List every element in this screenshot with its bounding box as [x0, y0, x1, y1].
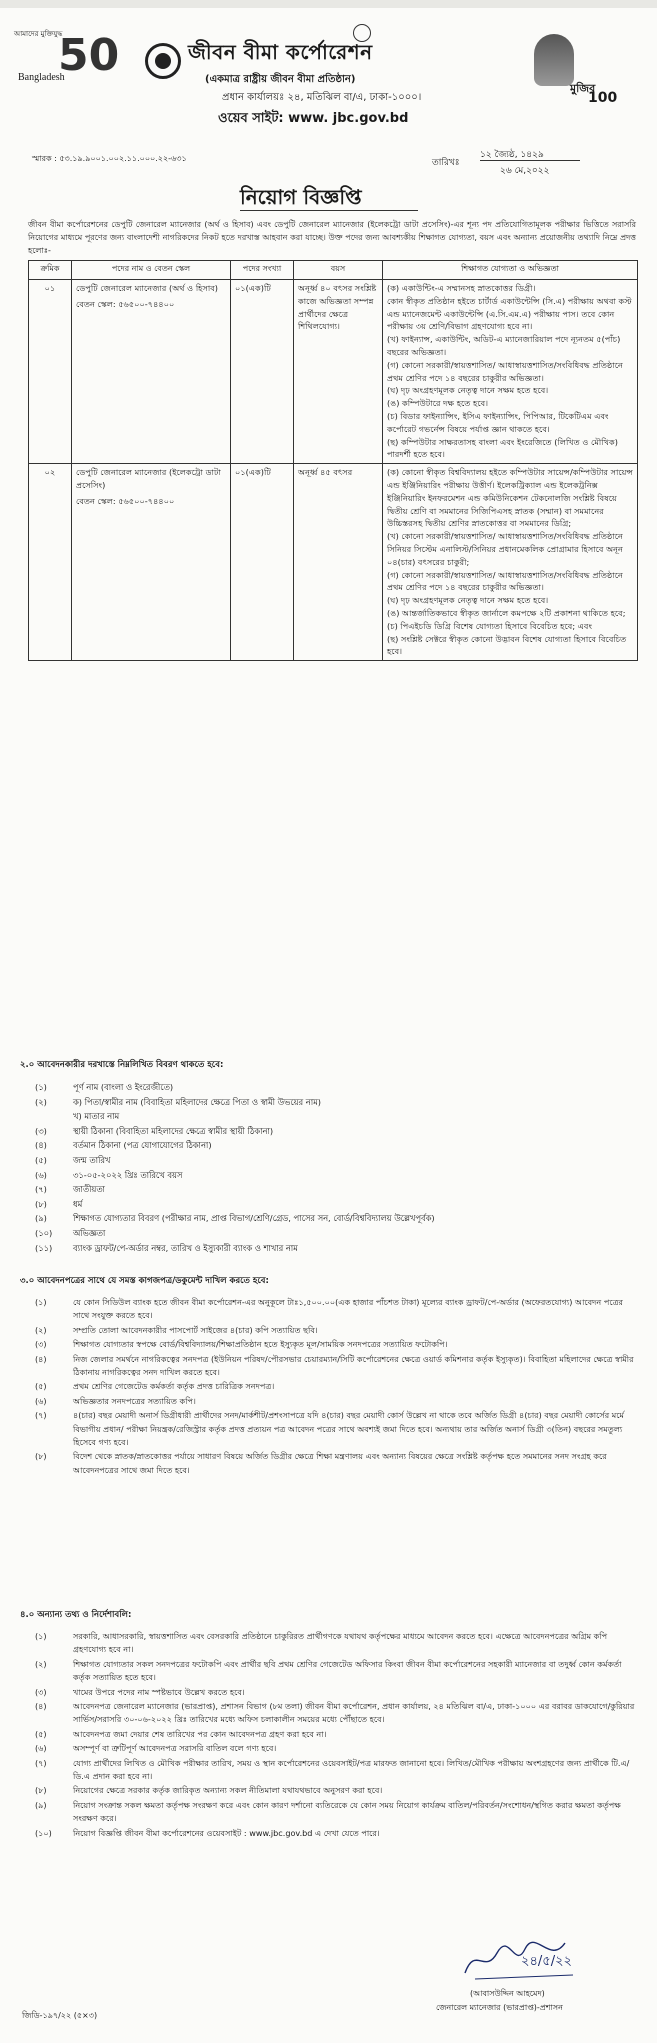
list-item	[35, 1226, 435, 1241]
col-post: পদের নাম ও বেতন স্কেল	[72, 261, 231, 280]
list-item	[35, 1197, 435, 1212]
signatory-designation: জেনারেল ম্যানেজার (ভারপ্রাপ্ত)-প্রশাসন	[436, 2003, 563, 2012]
post-name: ডেপুটি জেনারেল ম্যানেজার (অর্থ ও হিসাব)	[76, 283, 218, 293]
list-item	[35, 1080, 435, 1095]
list-item	[35, 1338, 635, 1351]
row-serial: ০১	[29, 280, 72, 464]
list-item	[35, 1827, 635, 1840]
organization-name: জীবন বীমা কর্পোরেশন	[188, 40, 373, 64]
item-number: (২)	[35, 1096, 47, 1107]
list-item	[35, 1153, 435, 1168]
footer-reference: জিডি-১৯৭/২২ (৫×৩)	[22, 2011, 98, 2020]
logo-country: Bangladesh	[18, 72, 65, 83]
col-age: বয়স	[294, 261, 383, 280]
item-number: (৩)	[35, 1339, 47, 1350]
item-number: (৬)	[35, 1743, 47, 1754]
col-qualification: শিক্ষাগত যোগ্যতা ও অভিজ্ঞতা	[383, 261, 638, 280]
date-bangla: ১২ জ্যৈষ্ঠ, ১৪২৯	[480, 150, 544, 160]
item-number: (৩)	[35, 1686, 47, 1697]
vacancy-table	[28, 260, 638, 661]
list-item	[35, 1182, 435, 1197]
item-text: অভিজ্ঞতার সনদপত্রের সত্যায়িত কপি।	[73, 1395, 196, 1406]
row-age: অনূর্ধ্ব ৪৫ বৎসর	[294, 464, 383, 661]
table-row	[29, 280, 638, 464]
list-item	[35, 1395, 635, 1408]
item-number: (৮)	[35, 1451, 47, 1462]
item-text: যে কোন সিডিউল ব্যাংক হতে জীবন বীমা কর্পোরেশন-এর অনুকূলে টাঃ১,৫০০.০০(এক হাজার পাঁচশত টাকা) মূল্যের ব্যাংক ড্রাফট/পে-অর্ডার (অফেরতযোগ্য) আবেদন পত্রের সাথে সংযুক্ত করতে হবে।	[73, 1297, 623, 1321]
item-text: ব্যাংক ড্রাফট/পে-অর্ডার নম্বর, তারিখ ও ইস্যুকারী ব্যাংক ও শাখার নাম	[73, 1242, 298, 1253]
item-text: নিয়োগ সংক্রান্ত সকল ক্ষমতা কর্তৃপক্ষ সংরক্ষণ করে এবং কোন কারণ দর্শানো ব্যতিরেকে যে কোন সময় নিয়োগ কার্যক্রম বাতিল/পরিবর্তন/সংশোধন/স্থগিত করার ক্ষমতা কর্তৃপক্ষ সংরক্ষণ করে।	[73, 1799, 621, 1824]
date-english: ২৬ মে,২০২২	[500, 166, 550, 176]
list-item	[35, 1124, 435, 1139]
item-number: (৩)	[35, 1125, 47, 1136]
qualification-line: (ছ) কম্পিউটার সাক্ষরতাসহ বাংলা এবং ইংরেজিতে (লিখিত ও মৌখিক) পারদর্শী হতে হবে।	[387, 436, 618, 460]
item-text: অভিজ্ঞতা	[73, 1227, 106, 1238]
portrait-number: 100	[588, 90, 618, 106]
section-4-heading: ৪.০ অন্যান্য তথ্য ও নির্দেশাবলি:	[20, 1610, 132, 1620]
table-row	[29, 464, 638, 661]
item-text: বর্তমান ঠিকানা (পত্র যোগাযোগের ঠিকানা)	[73, 1140, 212, 1151]
signatory-name: (আবাসউদ্দিন আহমেদ)	[470, 1989, 545, 1998]
qualification-line: (ক) কোনো স্বীকৃত বিশ্ববিদ্যালয় হইতে কম্পিউটার সায়েন্স/কম্পিউটার সায়েন্স এন্ড ইঞ্জিনিয়ারিং পরীক্ষায় উত্তীর্ণ। ইলেকট্রিক্যাল এন্ড ইলেকট্রনিক্স ইঞ্জিনিয়ারিং ইনফরমেশন এন্ড কমিউনিকেশন টেকনোলজি সংশ্লিষ্ট বিষয়ে দ্বিতীয় শ্রেণি বা সমমানের সিজিপিএসহ স্নাতক (সম্মান) বা সমমানের উচ্চিস্তরসহ দ্বিতীয় শ্রেণির স্নাতকোত্তর বা সমমানের ডিগ্রি;	[387, 467, 633, 529]
item-number: (১)	[35, 1631, 47, 1641]
list-item	[35, 1630, 635, 1657]
title-underline	[240, 210, 418, 211]
item-number: (১)	[35, 1297, 47, 1307]
qualification-line: (চ) পিএইচডি ডিগ্রি বিশেষ যোগ্যতা হিসাবে বিবেচিত হবে; এবং	[387, 620, 593, 631]
item-text: শিক্ষাগত যোগ্যতার বিবরণ (পরীক্ষার নাম, প্রাপ্ত বিভাগ/শ্রেণি/গ্রেড, পাসের সন, বোর্ড/বিশ্ববিদ্যালয় উল্লেখপূর্বক)	[73, 1213, 435, 1224]
item-text: জাতীয়তা	[73, 1184, 105, 1195]
item-number: (৬)	[35, 1395, 47, 1406]
item-text: জন্ম তারিখ	[73, 1154, 111, 1165]
signature-date: ২৪/৫/২২	[521, 1954, 572, 1969]
memo-number: স্মারক : ৫৩.১৯.৯০০১.০০২.১১.০০০.২২-৬৩১	[32, 154, 187, 163]
post-name: ডেপুটি জেনারেল ম্যানেজার (ইলেকট্রো ডাটা প্রসেসিং)	[76, 467, 221, 490]
qualification-line: (খ) ফাইন্যান্স, একাউন্টিং, অডিট-এ ম্যানেজারিয়াল পদে ন্যূনতম ৫(পাঁচ) বছরের অভিজ্ঞতা।	[387, 334, 621, 357]
item-number: (৪)	[35, 1353, 47, 1364]
section-4-list	[35, 1630, 635, 1841]
date-divider	[480, 160, 580, 161]
list-item	[35, 1658, 635, 1685]
item-number: (৪)	[35, 1701, 47, 1712]
item-text: বিদেশ থেকে স্নাতক/স্নাতকোত্তর পর্যায়ে সাধারণ বিষয়ে অর্জিত ডিগ্রীর ক্ষেত্রে শিক্ষা মন্ত্রণালয় এবং অন্যান্য বিষয়ের ক্ষেত্রে সংশ্লিষ্ট কর্তৃপক্ষ হতে সমমানের সনদ সংগ্রহ করে আবেদনপত্রের সাথে জমা দিতে হবে।	[73, 1451, 607, 1475]
list-item	[35, 1409, 635, 1449]
head-office-address: প্রধান কার্যালয়ঃ ২৪, মতিঝিল বা/এ, ঢাকা-১০০০।	[222, 92, 422, 103]
jubilee-logo	[14, 30, 120, 90]
item-text: যোগ্য প্রার্থীদের লিখিত ও মৌখিক পরীক্ষার তারিখ, সময় ও স্থান কর্পোরেশনের ওয়েবসাইট/পত্র মারফত জানানো হবে। লিখিত/মৌখিক পরীক্ষায় অংশগ্রহণের জন্য প্রার্থীকে টি.এ/ডি.এ প্রদান করা হবে না।	[73, 1757, 630, 1782]
item-number: (১১)	[35, 1242, 53, 1253]
item-number: (৯)	[35, 1799, 47, 1810]
qualification-line: (ঙ) কম্পিউটারে দক্ষ হতে হবে।	[387, 398, 489, 409]
logo-number: 50	[58, 30, 120, 81]
item-text: ধর্ম	[73, 1198, 83, 1209]
list-item	[35, 1168, 435, 1183]
section-2-list	[35, 1080, 435, 1255]
item-text: নিয়োগ বিজ্ঞপ্তি জীবন বীমা কর্পোরেশনের ওয়েবসাইট : www.jbc.gov.bd এ দেখা যেতে পারে।	[73, 1827, 380, 1838]
list-item	[35, 1700, 635, 1727]
list-item	[35, 1095, 435, 1110]
list-item	[35, 1450, 635, 1477]
row-serial: ০২	[29, 464, 72, 661]
portrait-word: মুজিব	[570, 82, 596, 95]
item-text: ৪(চার) বছর মেয়াদী অনার্স ডিগ্রীধারী প্রার্থীদের সনদ/মার্কশীট/প্রশংসাপত্রে যদি ৪(চার) বছর মেয়াদী কোর্স উল্লেখ না থাকে তবে অর্জিত ডিগ্রী ৪(চার) বছর মেয়াদী কোর্সের মর্মে বিভাগীয় প্রধান/ পরীক্ষা নিয়ন্ত্রক/রেজিস্ট্রার কর্তৃক প্রদত্ত প্রত্যয়ন পত্র আবেদন পত্রের সাথে অবশ্যই জমা দিতে হবে। অন্যথায় তার অর্জিত অনার্স ডিগ্রী ৩(তিন) বছরের সমতুল্য হিসেবে গণ্য হবে।	[73, 1410, 624, 1448]
mujib-100-logo	[520, 30, 618, 108]
item-text: নিজ জেলার সমর্থনে নাগরিকত্বের সনদপত্র (ইউনিয়ন পরিষদ/পৌরসভার চেয়ারম্যান/সিটি কর্পোরেশনের ক্ষেত্রে ওয়ার্ড কমিশনার কর্তৃক ইস্যুকৃত)। বিবাহিতা মহিলাদের ক্ষেত্রে স্বামীর ঠিকানায় নাগরিকত্বের সনদ দাখিল করতে হবে।	[73, 1353, 634, 1378]
notice-title: নিয়োগ বিজ্ঞপ্তি	[240, 185, 362, 209]
list-item	[35, 1728, 635, 1741]
qualification-line: (খ) কোনো সরকারী/স্বায়ত্তশাসিত/ আধাস্বায়ত্তশাসিত/সংবিধিবদ্ধ প্রতিষ্ঠানে সিনিয়র সিস্টেম এনালিস্ট/সিনিয়র প্রধানমেকলিক প্রোগ্রামার হিসাবে অনূন ০৪(চার) বৎসরের চাকুরী;	[387, 531, 623, 567]
item-text: স্থায়ী ঠিকানা (বিবাহিতা মহিলাদের ক্ষেত্রে স্বামীর স্থায়ী ঠিকানা)	[73, 1125, 274, 1136]
section-3-list	[35, 1296, 635, 1478]
jbc-emblem-icon	[145, 43, 181, 79]
list-item	[35, 1324, 635, 1337]
item-number: (৫)	[35, 1381, 47, 1392]
website: ওয়েব সাইট: www. jbc.gov.bd	[218, 111, 409, 126]
row-count: ০১(এক)টি	[231, 280, 294, 464]
item-text: ক) পিতা/স্বামীর নাম (বিবাহিতা মহিলাদের ক্ষেত্রে পিতা ও স্বামী উভয়ের নাম)	[73, 1096, 321, 1107]
col-count: পদের সংখ্যা	[231, 261, 294, 280]
portrait-image	[534, 34, 574, 86]
item-text: অসম্পূর্ণ বা ত্রুটিপূর্ণ আবেদনপত্র সরাসরি বাতিল বলে গণ্য হবে।	[73, 1743, 277, 1754]
list-item	[35, 1757, 635, 1784]
qualification-line: (ঙ) আন্তর্জাতিকভাবে স্বীকৃত জার্নালে কমপক্ষে ২টি প্রকাশনা থাকিতে হবে;	[387, 607, 626, 618]
item-text: নিয়োগের ক্ষেত্রে সরকার কর্তৃক জারিকৃত অন্যান্য সকল নীতিমালা যথাযথভাবে অনুসরণ করা হবে।	[73, 1785, 383, 1796]
row-age: অনূর্ধ্ব ৪০ বৎসর সংশ্লিষ্ট কাজে অভিজ্ঞতা সম্পন্ন প্রার্থীদের ক্ষেত্রে শিথিলযোগ্য।	[294, 280, 383, 464]
list-item	[35, 1686, 635, 1699]
qualification-line: (গ) কোনো সরকারী/স্বায়ত্তশাসিত/ আধাস্বায়ত্তশাসিত/সংবিধিবদ্ধ প্রতিষ্ঠানে প্রথম শ্রেণির পদে ১৪ বছরের চাকুরীর অভিজ্ঞতা।	[387, 569, 623, 593]
item-number: (৪)	[35, 1140, 47, 1151]
item-number: (২)	[35, 1658, 47, 1669]
item-text: খ) মাতার নাম	[73, 1111, 120, 1122]
item-number: (২)	[35, 1324, 47, 1335]
row-post	[72, 464, 231, 661]
item-text: শিক্ষাগত যোগ্যতার সকল সনদপত্রের ফটোকপি এবং প্রার্থীর ছবি প্রথম শ্রেণির গেজেটেড অফিসার কিংবা জীবন বীমা কর্পোরেশনের সহকারী ম্যানেজার বা তদুর্ধ্ব কোন কর্মকর্তা কর্তৃক সত্যায়িত হতে হবে।	[73, 1658, 622, 1683]
item-text: সরকারি, আধাসরকারি, স্বায়ত্তশাসিত এবং বেসরকারি প্রতিষ্ঠানে চাকুরিরত প্রার্থীগণকে যথাযথ কর্তৃপক্ষের মাধ্যমে আবেদন করতে হবে। এক্ষেত্রে আবেদনপত্রের অগ্রিম কপি গ্রহণযোগ্য হবে না।	[73, 1631, 608, 1655]
pay-scale: বেতন স্কেল: ৫৬৫০০-৭৪৪০০	[76, 495, 175, 506]
list-item	[35, 1138, 435, 1153]
item-number: (৫)	[35, 1728, 47, 1739]
list-item	[35, 1296, 635, 1323]
item-number: (৫)	[35, 1154, 47, 1165]
item-text: আবেদনপত্র জেনারেল ম্যানেজার (ভারপ্রাপ্ত), প্রশাসন বিভাগ (৮ম তলা) জীবন বীমা কর্পোরেশন, প্রধান কার্যালয়, ২৪ মতিঝিল বা/এ, ঢাকা-১০০০ এর বরাবর ডাকযোগে/কুরিয়ার সার্ভিস/সরাসরি ৩০-০৬-২০২২ খ্রিঃ তারিখের মধ্যে অফিস চলাকালীন সময়ের মধ্যে পৌঁছাতে হবে।	[73, 1701, 635, 1725]
item-text: পূর্ণ নাম (বাংলা ও ইংরেজীতে)	[73, 1082, 174, 1092]
handwritten-signature	[455, 1935, 585, 1985]
item-number: (৭)	[35, 1184, 47, 1195]
item-number: (৮)	[35, 1785, 47, 1796]
qualification-line: (গ) কোনো সরকারী/স্বায়ত্তশাসিত/ আধাস্বায়ত্তশাসিত/সংবিধিবদ্ধ প্রতিষ্ঠানে প্রথম শ্রেণির পদে ১৪ বছরের চাকুরীর অভিজ্ঞতা।	[387, 359, 623, 383]
section-2-heading: ২.০ আবেদনকারীর দরখাস্তে নিম্নলিখিত বিবরণ থাকতে হবে:	[20, 1060, 224, 1070]
list-item	[35, 1799, 635, 1826]
item-number: (৭)	[35, 1410, 47, 1421]
list-item	[35, 1784, 635, 1797]
row-count: ০১(এক)টি	[231, 464, 294, 661]
item-number: (৭)	[35, 1757, 47, 1768]
row-qualifications	[383, 280, 638, 464]
item-number: (১০)	[35, 1227, 53, 1238]
col-serial: ক্রমিক	[29, 261, 72, 280]
logo-tagline: আমাদের মুক্তিযুদ্ধ	[14, 30, 63, 38]
table-header-row	[29, 261, 638, 280]
item-number: (৬)	[35, 1169, 47, 1180]
item-text: প্রথম শ্রেণির গেজেটেড কর্মকর্তা কর্তৃক প্রদত্ত চারিত্রিক সনদপত্র।	[73, 1381, 275, 1392]
section-3-heading: ৩.০ আবেদনপত্রের সাথে যে সমস্ত কাগজপত্র/ডকুমেন্ট দাখিল করতে হবে:	[20, 1276, 269, 1286]
row-post	[72, 280, 231, 464]
header	[0, 10, 657, 160]
item-number: (৮)	[35, 1198, 47, 1209]
date-label: তারিখঃ	[432, 158, 460, 168]
qualification-line: (ছ) সংশ্লিষ্ট সেক্টরে স্বীকৃত কোনো উদ্ভাবন বিশেষ যোগ্যতা হিসাবে বিবেচিত হবে।	[387, 633, 627, 657]
item-text: শিক্ষাগত যোগ্যতার স্বপক্ষে বোর্ড/বিশ্ববিদ্যালয়/শিক্ষাপ্রতিষ্ঠান হতে ইস্যুকৃত মূল/সাময়িক সনদপত্রের সত্যায়িত ফটোকপি।	[73, 1339, 448, 1350]
qualification-line: কোন স্বীকৃত প্রতিষ্ঠান হইতে চার্টার্ড একাউন্টেন্সি (সি.এ) পরীক্ষায় অথবা কস্ট এন্ড ম্যানেজমেন্ট একাউন্টেন্সি (এ.সি.এম.এ) পরীক্ষায় পাস। তবে কোন পরীক্ষায় ৩য় শ্রেণি/বিভাগ গ্রহণযোগ্য হবে না।	[387, 295, 632, 332]
qualification-line: (ঘ) দৃঢ় অংগ্রহণমূলক নেতৃত্ব দানে সক্ষম হতে হবে।	[387, 385, 549, 396]
row-qualifications	[383, 464, 638, 661]
list-item	[35, 1109, 435, 1124]
qualification-line: (ঘ) দৃঢ় অংগ্রহণমূলক নেতৃত্ব দানে সক্ষম হতে হবে।	[387, 595, 549, 606]
list-item	[35, 1241, 435, 1256]
item-number: (৯)	[35, 1213, 47, 1224]
item-number: (১০)	[35, 1827, 52, 1838]
list-item	[35, 1742, 635, 1755]
top-border	[0, 0, 657, 8]
item-text: সম্প্রতি তোলা আবেদনকারীর পাসপোর্ট সাইজের ৪(চার) কপি সত্যায়িত ছবি।	[73, 1324, 318, 1335]
item-number: (১)	[35, 1082, 47, 1092]
qualification-line: (চ) বিডার ফাইন্যান্সিং, ইসিএ ফাইন্যান্সিং, পিপিআর, টিকেটিএম এবং কর্পোরেট গভর্নেন্স বিষয়ে পর্যাপ্ত জ্ঞান থাকতে হবে।	[387, 410, 609, 434]
item-text: খামের উপরে পদের নাম স্পষ্টভাবে উল্লেখ করতে হবে।	[73, 1686, 245, 1697]
item-text: আবেদনপত্র জমা দেয়ার শেষ তারিখের পর কোন আবেদনপত্র গ্রহণ করা হবে না।	[73, 1728, 327, 1739]
list-item	[35, 1211, 435, 1226]
list-item	[35, 1353, 635, 1380]
intro-paragraph: জীবন বীমা কর্পোরেশনের ডেপুটি জেনারেল ম্যানেজার (অর্থ ও হিসাব) এবং ডেপুটি জেনারেল ম্যানেজার (ইলেকট্রো ডাটা প্রসেসিং)-এর শূন্য পদ প্রতিযোগিতামূলক পরীক্ষার ভিত্তিতে সরাসরি নিয়োগের মাধ্যমে পূরণের জন্য বাংলাদেশী নাগরিকদের নিকট হতে দরখাস্ত আহবান করা যাচ্ছে। উক্ত পদের জন্য আবশ্যকীয় শিক্ষাগত যোগ্যতা, বয়স এবং অন্যান্য প্রয়োজনীয় তথ্যাদি নিম্নে প্রদত্ত হলোঃ-	[28, 220, 636, 255]
list-item	[35, 1380, 635, 1393]
item-text: ৩১-০৫-২০২২ খ্রিঃ তারিখে বয়স	[73, 1169, 183, 1180]
qualification-line: (ক) একাউন্টিং-এ সম্মানসহ স্নাতকোত্তর ডিগ্রী।	[387, 283, 536, 293]
organization-subtitle: (একমাত্র রাষ্ট্রীয় জীবন বীমা প্রতিষ্ঠান)	[205, 74, 356, 85]
pay-scale: বেতন স্কেল: ৫৬৫০০-৭৪৪০০	[76, 298, 175, 309]
